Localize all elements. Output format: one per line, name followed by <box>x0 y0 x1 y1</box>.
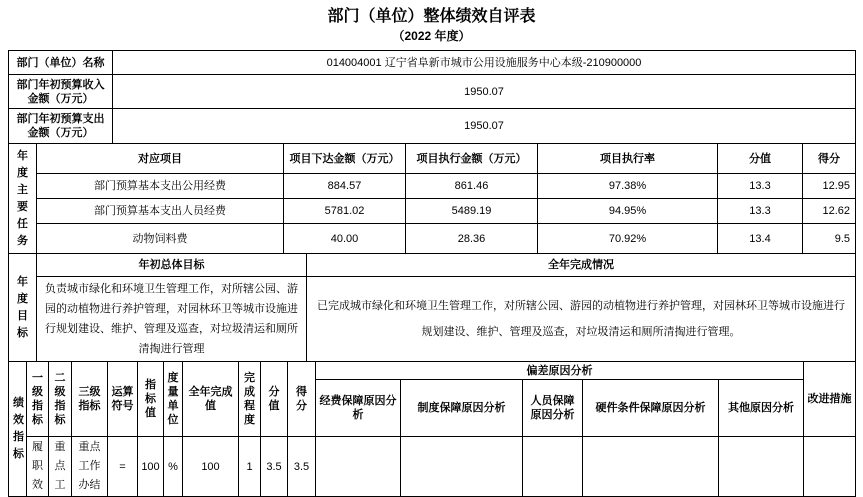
task-project: 部门预算基本支出公用经费 <box>37 174 284 199</box>
task-issued: 40.00 <box>284 224 406 254</box>
col-header-score: 得分 <box>288 362 316 437</box>
dept-name-label: 部门（单位）名称 <box>9 51 113 75</box>
table-row <box>9 362 856 380</box>
indicator-points: 3.5 <box>261 437 288 497</box>
col-header-execution-rate: 项目执行率 <box>538 144 718 174</box>
col-header-score: 得分 <box>803 144 856 174</box>
indicator-target-value: 100 <box>138 437 164 497</box>
task-score: 12.95 <box>803 174 856 199</box>
col-header-improvement: 改进措施 <box>804 362 856 437</box>
task-issued: 5781.02 <box>284 199 406 224</box>
completion-text: 已完成城市绿化和环境卫生管理工作，对所辖公园、游园的动植物进行养护管理，对园林环卫等城市设施进行规划建设、维护、管理及巡查，对垃圾清运和厕所清掏进行管理。 <box>307 277 856 362</box>
page-subtitle: （2022 年度） <box>392 29 471 43</box>
task-score: 9.5 <box>803 224 856 254</box>
table-row <box>9 277 856 362</box>
task-points: 13.3 <box>718 199 803 224</box>
col-header-target-value: 指标值 <box>138 362 164 437</box>
table-row <box>9 75 856 109</box>
col-header-completion: 全年完成情况 <box>307 254 856 277</box>
task-project: 部门预算基本支出人员经费 <box>37 199 284 224</box>
task-points: 13.3 <box>718 174 803 199</box>
col-header-operator: 运算符号 <box>108 362 138 437</box>
annual-tasks-table <box>8 143 856 254</box>
indicator-level3: 重点工作办结 <box>72 437 108 497</box>
col-header-dev-funding: 经费保障原因分析 <box>316 380 401 437</box>
section-label-performance: 绩效指标 <box>9 362 27 497</box>
col-header-deviation-group: 偏差原因分析 <box>316 362 804 380</box>
task-rate: 94.95% <box>538 199 718 224</box>
dev-other-cell <box>719 437 804 497</box>
task-rate: 97.38% <box>538 174 718 199</box>
table-row <box>9 144 856 174</box>
task-points: 13.4 <box>718 224 803 254</box>
dev-staff-cell <box>523 437 583 497</box>
table-row <box>9 199 856 224</box>
col-header-level2-indicator: 二级指标 <box>49 362 72 437</box>
indicator-annual-value: 100 <box>183 437 239 497</box>
dept-name-value: 014004001 辽宁省阜新市城市公用设施服务中心本级-210900000 <box>113 51 856 75</box>
indicator-unit: % <box>164 437 183 497</box>
col-header-level1-indicator: 一级指标 <box>27 362 49 437</box>
table-row <box>9 174 856 199</box>
performance-indicators-table <box>8 361 856 497</box>
section-label-annual-goals: 年度目标 <box>9 254 37 362</box>
indicator-score: 3.5 <box>288 437 316 497</box>
col-header-level3-indicator: 三级指标 <box>72 362 108 437</box>
basic-info-table <box>8 50 856 144</box>
dev-hardware-cell <box>583 437 719 497</box>
table-row <box>9 109 856 144</box>
section-label-annual-tasks: 年度主要任务 <box>9 144 37 254</box>
task-executed: 28.36 <box>406 224 538 254</box>
col-header-points: 分值 <box>718 144 803 174</box>
col-header-dev-hardware: 硬件条件保障原因分析 <box>583 380 719 437</box>
col-header-points: 分值 <box>261 362 288 437</box>
col-header-executed-amount: 项目执行金额（万元） <box>406 144 538 174</box>
col-header-project: 对应项目 <box>37 144 284 174</box>
budget-income-label: 部门年初预算收入金额（万元） <box>9 75 113 109</box>
improvement-cell <box>804 437 856 497</box>
task-issued: 884.57 <box>284 174 406 199</box>
budget-expense-value: 1950.07 <box>113 109 856 144</box>
col-header-issued-amount: 项目下达金额（万元） <box>284 144 406 174</box>
col-header-initial-goal: 年初总体目标 <box>37 254 307 277</box>
col-header-completion-degree: 完成程度 <box>239 362 261 437</box>
document-header <box>0 0 863 44</box>
table-row <box>9 51 856 75</box>
indicator-level2: 重点工 <box>49 437 72 497</box>
indicator-level1: 履职效 <box>27 437 49 497</box>
col-header-dev-other: 其他原因分析 <box>719 380 804 437</box>
indicator-operator: = <box>108 437 138 497</box>
col-header-annual-value: 全年完成值 <box>183 362 239 437</box>
task-executed: 861.46 <box>406 174 538 199</box>
col-header-dev-staff: 人员保障原因分析 <box>523 380 583 437</box>
indicator-completion-degree: 1 <box>239 437 261 497</box>
budget-income-value: 1950.07 <box>113 75 856 109</box>
budget-expense-label: 部门年初预算支出金额（万元） <box>9 109 113 144</box>
table-row <box>9 437 856 497</box>
dev-system-cell <box>401 437 523 497</box>
task-score: 12.62 <box>803 199 856 224</box>
table-row <box>9 224 856 254</box>
page-title: 部门（单位）整体绩效自评表 <box>327 8 536 25</box>
task-project: 动物饲料费 <box>37 224 284 254</box>
initial-goal-text: 负责城市绿化和环境卫生管理工作，对所辖公园、游园的动植物进行养护管理，对园林环卫等城市设施进行规划建设、维护、管理及巡查，对垃圾清运和厕所清掏进行管理 <box>37 277 307 362</box>
task-rate: 70.92% <box>538 224 718 254</box>
dev-funding-cell <box>316 437 401 497</box>
col-header-unit: 度量单位 <box>164 362 183 437</box>
table-row <box>9 254 856 277</box>
col-header-dev-system: 制度保障原因分析 <box>401 380 523 437</box>
task-executed: 5489.19 <box>406 199 538 224</box>
annual-goals-table <box>8 253 856 362</box>
